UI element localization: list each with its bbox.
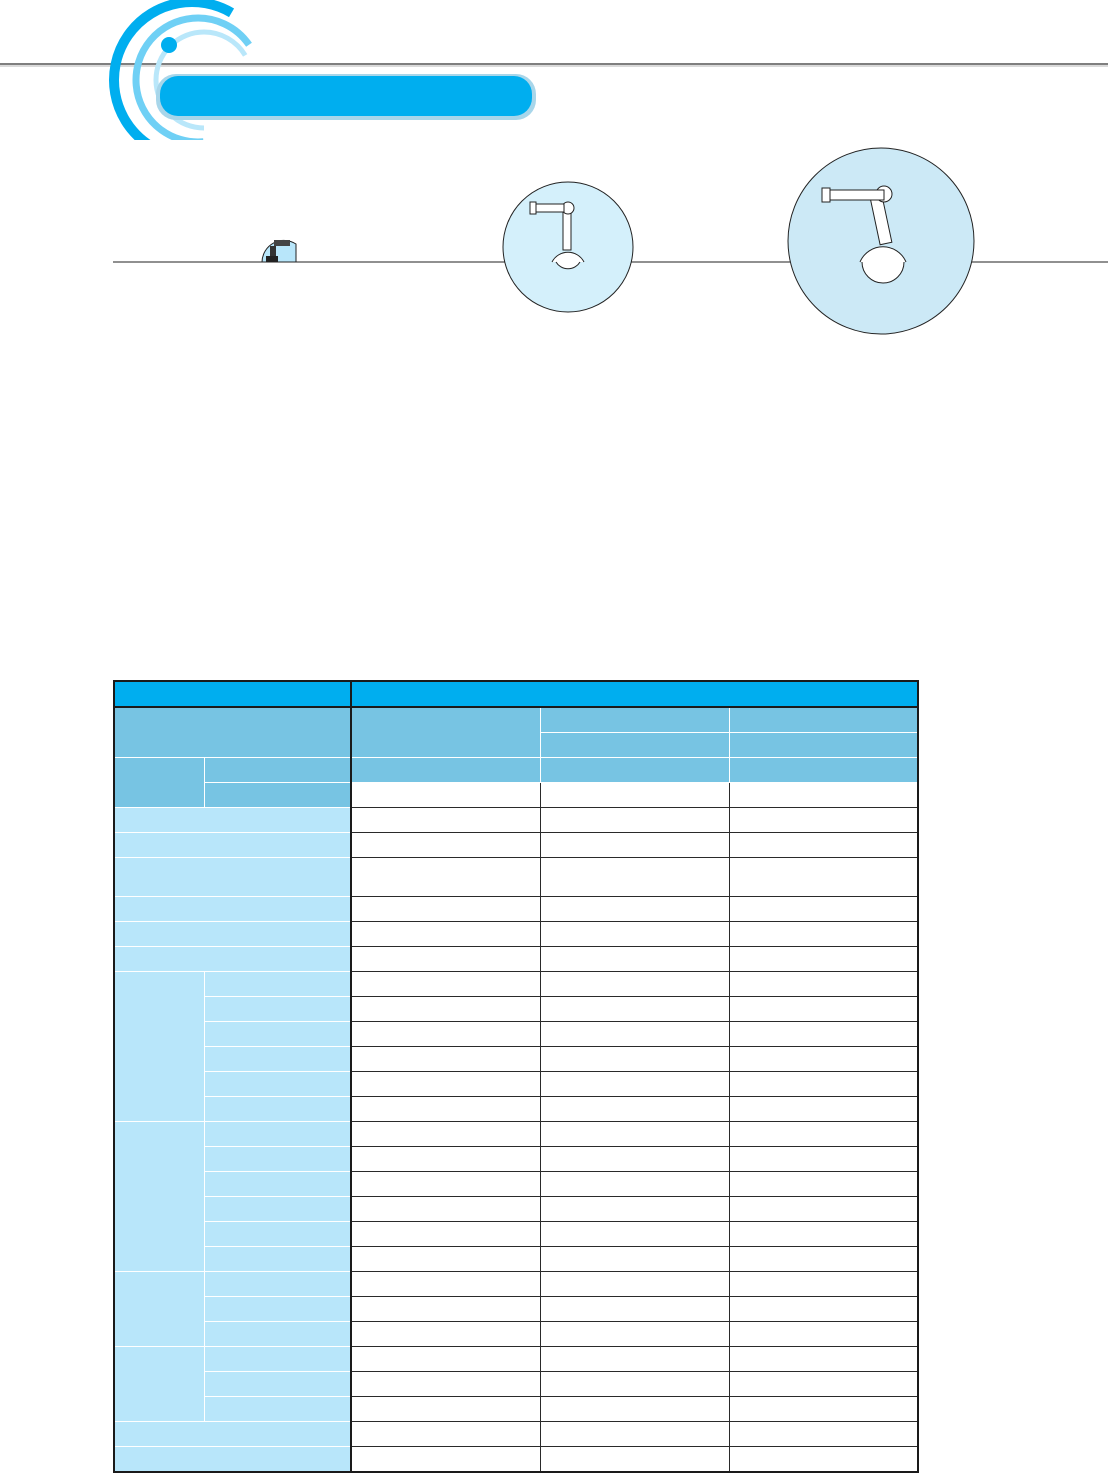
row-label	[204, 1222, 351, 1247]
row-label	[204, 1122, 351, 1147]
table-cell	[540, 1022, 729, 1047]
table-cell	[540, 833, 729, 858]
table-cell	[540, 947, 729, 972]
row-label	[204, 1072, 351, 1097]
table-cell	[351, 997, 540, 1022]
table-cell	[729, 1197, 918, 1222]
row-label	[204, 1022, 351, 1047]
table-cell	[351, 1022, 540, 1047]
row-label	[204, 1272, 351, 1297]
table-row	[114, 972, 918, 997]
table-row	[114, 1372, 918, 1397]
table-cell	[729, 1347, 918, 1372]
table-cell	[729, 1297, 918, 1322]
row-label	[114, 1447, 351, 1473]
table-cell	[540, 1097, 729, 1122]
table-cell	[351, 1122, 540, 1147]
title-banner	[160, 76, 532, 116]
row-label	[204, 1322, 351, 1347]
table-row	[114, 1022, 918, 1047]
table-cell	[540, 758, 729, 783]
table-row	[114, 808, 918, 833]
row-group-label	[114, 972, 204, 1122]
table-cell	[540, 1247, 729, 1272]
table-cell	[540, 1072, 729, 1097]
table-cell	[351, 808, 540, 833]
table-row	[114, 997, 918, 1022]
model-header-row	[114, 707, 918, 733]
table-row	[114, 1272, 918, 1297]
model-subheader-2	[540, 733, 729, 758]
row-label	[204, 1147, 351, 1172]
header-decoration	[0, 0, 1108, 140]
model-header-1	[351, 707, 540, 758]
table-row	[114, 1222, 918, 1247]
table-row	[114, 758, 918, 783]
table-cell	[540, 1397, 729, 1422]
spec-table	[113, 680, 919, 1473]
work-envelope-diagram	[0, 140, 1108, 340]
table-row	[114, 1047, 918, 1072]
row-label	[114, 897, 351, 922]
row-label	[204, 972, 351, 997]
row-label	[204, 758, 351, 783]
row-label	[204, 783, 351, 808]
table-cell	[351, 1072, 540, 1097]
table-row	[114, 1122, 918, 1147]
table-cell	[351, 783, 540, 808]
table-row	[114, 1197, 918, 1222]
table-cell	[540, 1222, 729, 1247]
table-row	[114, 858, 918, 897]
table-cell	[351, 1197, 540, 1222]
row-label	[204, 1347, 351, 1372]
table-row	[114, 1322, 918, 1347]
table-cell	[351, 947, 540, 972]
table-cell	[729, 1047, 918, 1072]
table-row	[114, 1297, 918, 1322]
row-group-label	[114, 758, 204, 808]
table-row	[114, 783, 918, 808]
table-cell	[540, 1147, 729, 1172]
table-cell	[351, 1297, 540, 1322]
model-header-3	[729, 707, 918, 733]
table-row	[114, 1347, 918, 1372]
table-cell	[729, 1372, 918, 1397]
table-cell	[351, 1322, 540, 1347]
table-cell	[729, 1097, 918, 1122]
row-label	[114, 858, 351, 897]
table-cell	[729, 1222, 918, 1247]
table-cell	[540, 1447, 729, 1473]
table-cell	[540, 1122, 729, 1147]
medium-robot-work-envelope	[503, 182, 633, 312]
row-label	[114, 833, 351, 858]
row-label	[204, 997, 351, 1022]
table-cell	[729, 783, 918, 808]
model-header-2	[540, 707, 729, 733]
table-cell	[729, 858, 918, 897]
row-label	[204, 1097, 351, 1122]
row-label	[204, 1047, 351, 1072]
table-title-right	[351, 681, 918, 707]
table-row	[114, 922, 918, 947]
table-row	[114, 833, 918, 858]
table-cell	[351, 833, 540, 858]
table-cell	[540, 997, 729, 1022]
small-robot-figure	[262, 240, 296, 262]
table-cell	[540, 1297, 729, 1322]
model-header-label	[114, 707, 351, 758]
table-cell	[729, 1247, 918, 1272]
table-cell	[729, 947, 918, 972]
table-row	[114, 1097, 918, 1122]
table-cell	[729, 997, 918, 1022]
table-cell	[351, 897, 540, 922]
table-cell	[351, 1272, 540, 1297]
row-label	[204, 1172, 351, 1197]
table-cell	[729, 1147, 918, 1172]
table-cell	[729, 1022, 918, 1047]
row-label	[204, 1197, 351, 1222]
table-cell	[351, 1347, 540, 1372]
row-group-label	[114, 1272, 204, 1347]
table-title-left	[114, 681, 351, 707]
table-cell	[729, 1122, 918, 1147]
table-cell	[729, 1447, 918, 1473]
table-cell	[729, 1172, 918, 1197]
table-cell	[729, 1397, 918, 1422]
table-cell	[540, 897, 729, 922]
table-row	[114, 1072, 918, 1097]
table-cell	[540, 1197, 729, 1222]
table-cell	[540, 1347, 729, 1372]
table-row	[114, 1172, 918, 1197]
table-cell	[729, 972, 918, 997]
table-cell	[351, 1247, 540, 1272]
row-label	[114, 947, 351, 972]
table-cell	[540, 1272, 729, 1297]
table-cell	[540, 783, 729, 808]
table-cell	[351, 972, 540, 997]
table-cell	[351, 1372, 540, 1397]
table-row	[114, 1447, 918, 1473]
model-subheader-3	[729, 733, 918, 758]
bullet-dot-icon	[161, 37, 177, 53]
row-label	[204, 1397, 351, 1422]
table-cell	[351, 758, 540, 783]
table-row	[114, 947, 918, 972]
table-cell	[729, 897, 918, 922]
table-cell	[540, 1047, 729, 1072]
row-group-label	[114, 1122, 204, 1272]
table-cell	[351, 1222, 540, 1247]
table-title-row	[114, 681, 918, 707]
table-row	[114, 1147, 918, 1172]
table-cell	[351, 1097, 540, 1122]
table-cell	[540, 972, 729, 997]
table-cell	[729, 1272, 918, 1297]
table-row	[114, 897, 918, 922]
table-cell	[729, 1072, 918, 1097]
table-cell	[729, 1322, 918, 1347]
table-cell	[729, 808, 918, 833]
row-label	[204, 1247, 351, 1272]
table-cell	[540, 858, 729, 897]
table-cell	[729, 758, 918, 783]
large-robot-work-envelope	[788, 148, 974, 334]
table-cell	[540, 1372, 729, 1397]
table-cell	[351, 1397, 540, 1422]
table-cell	[729, 922, 918, 947]
table-cell	[351, 1147, 540, 1172]
row-label	[114, 922, 351, 947]
table-row	[114, 1397, 918, 1422]
table-cell	[540, 922, 729, 947]
table-cell	[351, 1447, 540, 1473]
table-cell	[351, 1047, 540, 1072]
table-cell	[351, 858, 540, 897]
row-label	[204, 1297, 351, 1322]
table-cell	[540, 1172, 729, 1197]
row-label	[204, 1372, 351, 1397]
table-cell	[351, 1172, 540, 1197]
table-cell	[540, 1322, 729, 1347]
table-cell	[351, 922, 540, 947]
table-row	[114, 1247, 918, 1272]
row-group-label	[114, 1347, 204, 1422]
table-cell	[729, 833, 918, 858]
row-label	[114, 808, 351, 833]
table-cell	[540, 808, 729, 833]
